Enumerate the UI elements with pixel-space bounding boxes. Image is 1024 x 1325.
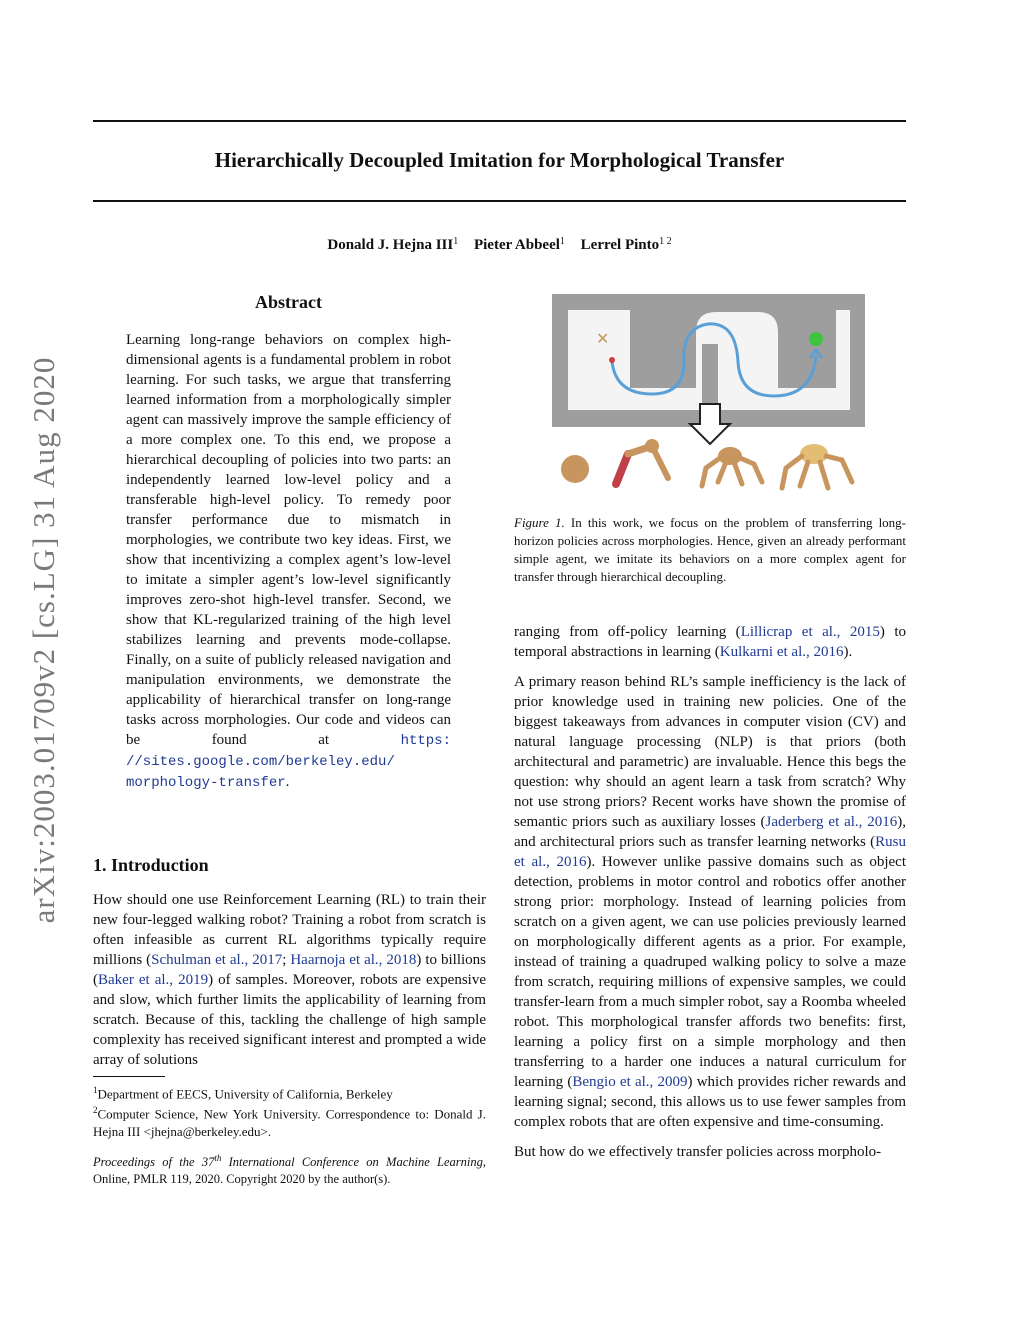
- citation-link[interactable]: Haarnoja et al., 2018: [290, 952, 417, 968]
- citation-link[interactable]: Schulman et al., 2017: [151, 952, 283, 968]
- paragraph: But how do we effectively transfer policies across morpholo-: [514, 1144, 882, 1160]
- citation-link[interactable]: Lillicrap et al., 2015: [740, 624, 880, 640]
- arm-agent-icon: [616, 439, 668, 484]
- paper-title: Hierarchically Decoupled Imitation for Morphological Transfer: [214, 148, 785, 172]
- figure-1-caption: Figure 1. In this work, we focus on the problem of transferring long-horizon policies across morphologies. Hence, given an already performant simple agent, we imitate its behaviors on a more complex agent for transfer through hierarchical decoupling.: [514, 515, 907, 584]
- arxiv-stamp-text: arXiv:2003.01709v2 [cs.LG] 31 Aug 2020: [26, 356, 61, 924]
- author: Donald J. Hejna III$^1$: [327, 236, 459, 253]
- intro-paragraph: How should one use Reinforcement Learning (RL) to train their new four-legged walking robot? Training a robot from scratch is often infeasible as current RL algorithms typically require millions (Schulman et al., 2017; Haarnoja et al., 2018) to billions (Baker et al., 2019) of samples. Moreover, robots are expensive and slow, which further limits the applicability of learning from scratch. Because of this, tackling the challenge of high sample complexity has received significant interest and prompted a wide array of solutions: [93, 892, 486, 1068]
- author: Lerrel Pinto$^{1 2}$: [580, 236, 672, 253]
- ball-agent-icon: [561, 455, 589, 483]
- ant-agent-icon: [702, 447, 762, 486]
- citation-link[interactable]: Jaderberg et al., 2016: [765, 814, 898, 830]
- title-rule-top: [93, 120, 906, 122]
- paragraph: A primary reason behind RL’s sample inefficiency is the lack of prior knowledge used in training new policies. One of the biggest takeaways from advances in computer vision (CV) and natural language processing (NLP) is that priors (both architectural and parametric) are invaluable. Hence this begs the question: why should an agent learn a task from scratch? Why not use strong priors? Recent works have shown the promise of semantic priors such as auxiliary losses (Jaderberg et al., 2016), and architectural priors such as transfer learning networks (Rusu et al., 2016). However unlike passive domains such as object detection, problems in motor control and robotics offer another strong prior: morphology. Instead of learning policies from scratch on a given agent, we can use policies previously learned on morphologically different agents as a prior. For example, instead of training a quadruped walking policy to solve a maze from scratch, requiring millions of expensive samples, we could transfer-learn from a much simpler robot, say a Roomba wheeled robot. This morphological transfer affords two benefits: first, learning a policy first on a simple morphology and then transferring to a harder one induces a natural curriculum for learning (Bengio et al., 2009) which provides richer rewards and learning signal; second, this allows us to use fewer samples from complex robots that are often expensive and time-consuming.: [514, 674, 907, 1130]
- proceedings-note: Proceedings of the 37th International Conference on Machine Learning, Online, PMLR 119, 2020. Copyright 2020 by the author(s).: [93, 1152, 486, 1186]
- citation-link[interactable]: Baker et al., 2019: [98, 972, 209, 988]
- quadruped-agent-icon: [782, 444, 852, 488]
- agent-dot: [609, 357, 615, 363]
- right-column-text: [514, 622, 906, 1172]
- footnotes: [93, 1082, 486, 1188]
- footnote-rule: [93, 1076, 165, 1077]
- project-link[interactable]: https: //sites.google.com/berkeley.edu/ morphology-transfer: [126, 733, 451, 791]
- paragraph: ranging from off-policy learning (Lillicrap et al., 2015) to temporal abstractions in learning (Kulkarni et al., 2016).: [514, 624, 907, 660]
- citation-link[interactable]: Bengio et al., 2009: [572, 1074, 688, 1090]
- citation-link[interactable]: Rusu et al., 2016: [514, 834, 906, 870]
- footnote-aff2: $^2$Computer Science, New York University. Correspondence to: Donald J. Hejna III <jhejna@berkeley.edu>.: [93, 1105, 486, 1139]
- footnote-aff1: $^1$Department of EECS, University of California, Berkeley: [93, 1085, 393, 1102]
- figure-1-graphic: [512, 292, 912, 504]
- maze-divider: [702, 344, 718, 410]
- goal-marker: [809, 332, 823, 346]
- abstract-body: Learning long-range behaviors on complex high-dimensional agents is a fundamental problem in robot learning. For such tasks, we argue that transferring learned information from a morphologically simpler agent can massively improve the sample efficiency of a more complex one. To this end, we propose a hierarchical decoupling of policies into two parts: an independently learned low-level policy and a transferable high-level policy. To remedy poor transfer performance due to mismatch in morphologies, we contribute two key ideas. First, we show that incentivizing a complex agent’s low-level to imitate a simpler agent’s low-level significantly improves zero-shot high-level transfer. Second, we show that KL-regularized training of the high level stabilizes learning and prevents mode-collapse. Finally, on a suite of publicly released navigation and manipulation environments, we demonstrate the applicability of hierarchical transfer on long-range tasks across morphologies. Our code and videos can be found at https: //sites.google.com/berkeley.edu/ morphology-transfer.: [126, 332, 451, 791]
- title-rule-bottom: [93, 200, 906, 202]
- intro-heading: 1. Introduction: [93, 855, 209, 875]
- author: Pieter Abbeel$^1$: [473, 236, 565, 253]
- start-marker-icon: ✕: [596, 329, 610, 348]
- author-list: [93, 236, 906, 254]
- figure-1: [512, 292, 912, 504]
- citation-link[interactable]: Kulkarni et al., 2016: [719, 644, 844, 660]
- abstract-heading: Abstract: [255, 292, 322, 312]
